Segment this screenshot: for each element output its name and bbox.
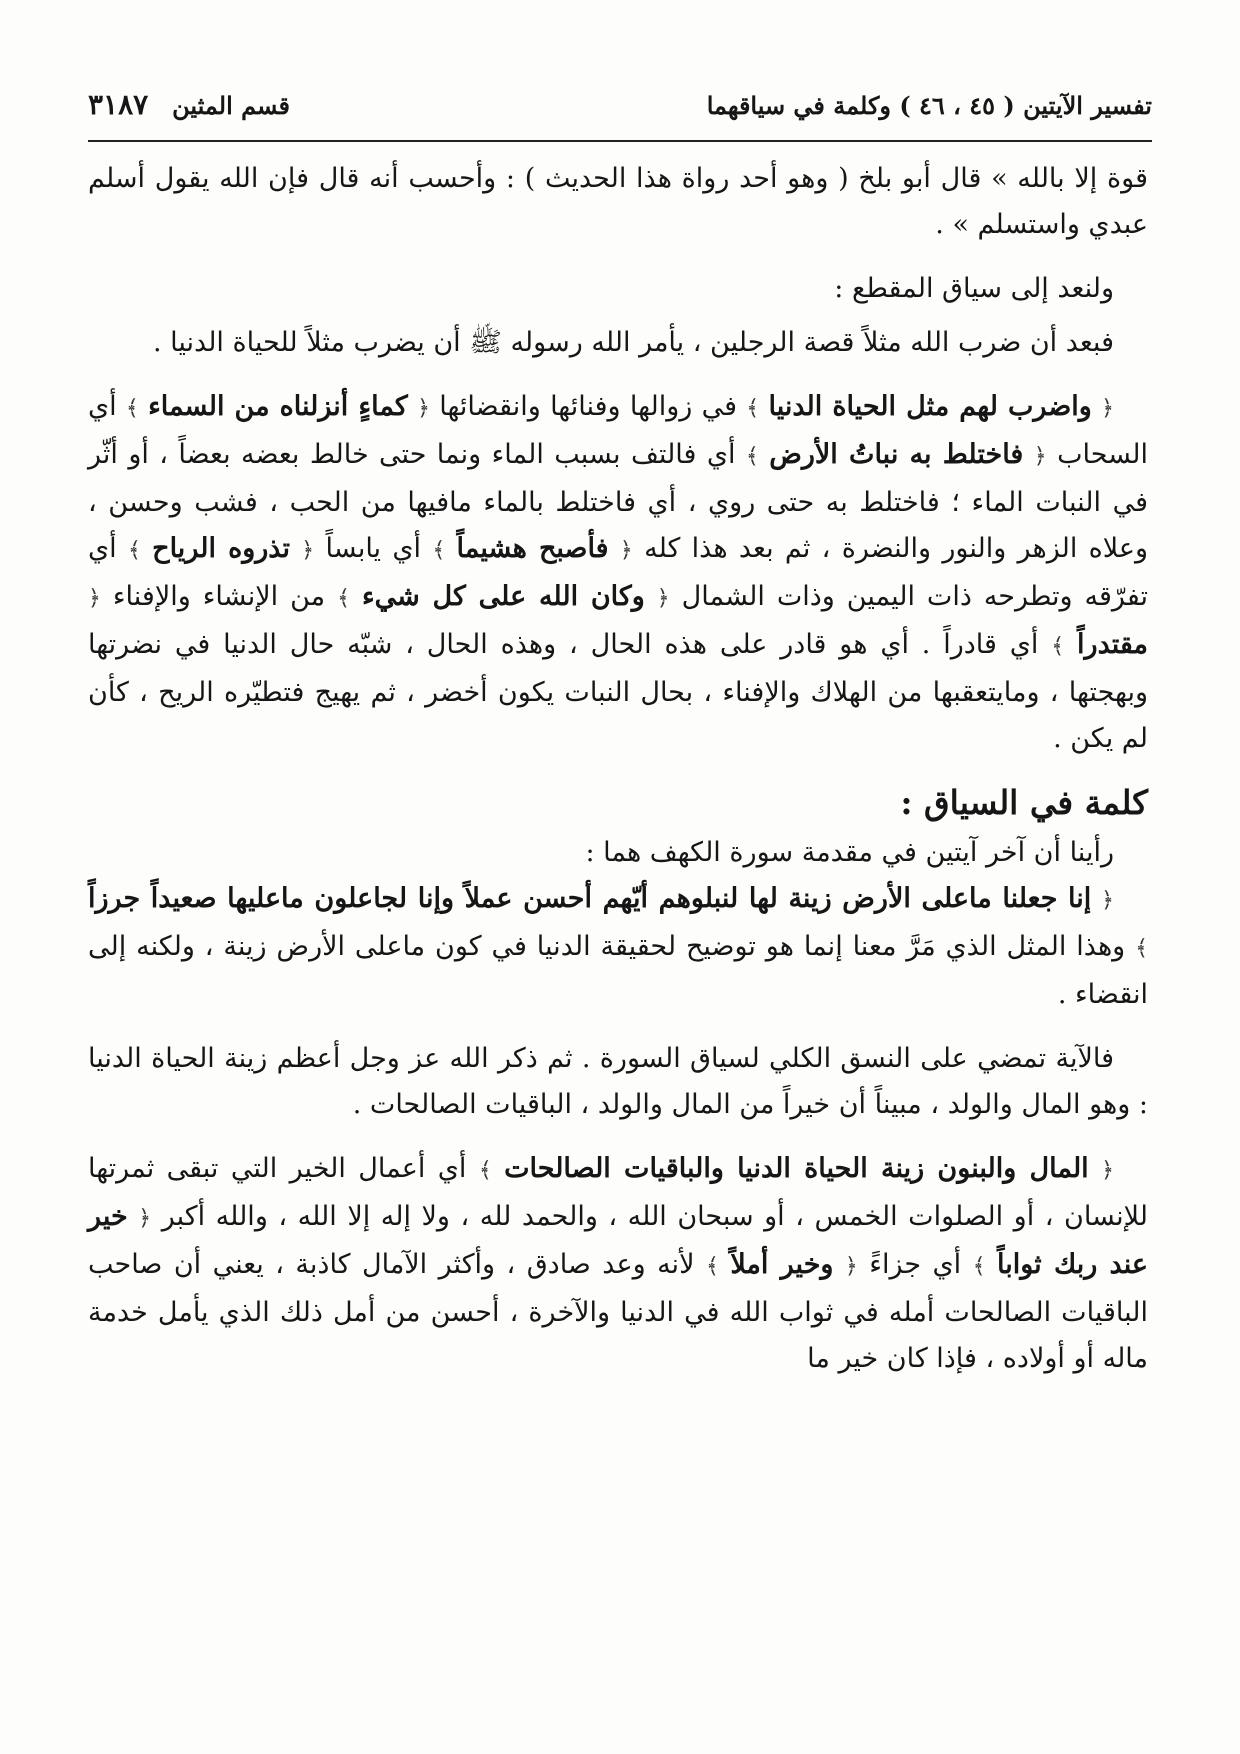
ornate-bracket-open: ﴿ — [138, 1206, 152, 1231]
page-number: ٣١٨٧ — [88, 88, 149, 121]
quran-quote: وكان الله على كل شيء — [361, 581, 645, 612]
ornate-bracket-open: ﴿ — [619, 538, 633, 563]
commentary: في زوالها وفنائها وانقضائها — [439, 391, 738, 422]
quran-quote: إنا جعلنا ماعلى الأرض زينة لها لنبلوهم أيّهم أحسن عملاً وإنا لجاعلون ماعليها صعيداً جرزاً — [88, 883, 1092, 914]
ornate-bracket-close: ﴾ — [1051, 634, 1065, 659]
commentary: أي فالتف بسبب الماء ونما حتى خالط بعضه بعضاً ، أو أثّر في النبات الماء ؛ فاختلط به حتى روي ، أي فاختلط بالماء مافيها من الحب ، فشب وحسن ، وعلاه الزهر والنور والنضرة ، ثم بعد هذا كله — [88, 439, 1149, 564]
ornate-bracket-close: ﴾ — [478, 1158, 492, 1183]
ornate-bracket-close: ﴾ — [1135, 936, 1148, 961]
ornate-bracket-open: ﴿ — [656, 586, 670, 611]
ornate-bracket-close: ﴾ — [972, 1254, 986, 1279]
ornate-bracket-open: ﴿ — [88, 586, 101, 611]
page-header — [88, 88, 1152, 128]
commentary: وهذا المثل الذي مَرَّ معنا إنما هو توضيح لحقيقة الدنيا في كون ماعلى الأرض زينة ، ولكنه إلى انقضاء . — [88, 931, 1148, 1010]
quran-quote: مقتدراً — [1077, 629, 1149, 660]
quran-quote: فاختلط به نباتُ الأرض — [769, 439, 1024, 470]
ornate-bracket-close: ﴾ — [337, 586, 350, 611]
paragraph-text: فبعد أن ضرب الله مثلاً قصة الرجلين ، يأمر الله رسوله ﷺ أن يضرب مثلاً للحياة الدنيا . — [152, 327, 1114, 358]
paragraph-3 — [88, 320, 1148, 366]
paragraph-6 — [88, 876, 1148, 1018]
section-name: قسم المثين — [172, 91, 290, 120]
header-rule — [88, 140, 1152, 142]
commentary: من الإنشاء والإفناء — [112, 581, 326, 612]
ornate-bracket-open: ﴿ — [1101, 1158, 1114, 1183]
paragraph-text: ولنعد إلى سياق المقطع : — [834, 273, 1114, 304]
ornate-bracket-open: ﴿ — [844, 1254, 858, 1279]
paragraph-8 — [88, 1146, 1148, 1382]
ornate-bracket-open: ﴿ — [1101, 396, 1114, 421]
commentary: أي تفرّقه وتطرحه ذات اليمين وذات الشمال — [88, 533, 1149, 612]
paragraph-text: فالآية تمضي على النسق الكلي لسياق السورة . ثم ذكر الله عز وجل أعظم زينة الحياة الدنيا : وهو المال والولد ، مبيناً أن خيراً من المال والولد ، الباقيات الصالحات . — [88, 1043, 1148, 1120]
quran-quote: واضرب لهم مثل الحياة الدنيا — [768, 391, 1092, 422]
ornate-bracket-close: ﴾ — [125, 396, 139, 421]
header-left-group — [88, 88, 290, 121]
commentary: أي يابساً — [325, 533, 422, 564]
quran-quote: كماءٍ أنزلناه من السماء — [148, 391, 408, 422]
paragraph-7 — [88, 1036, 1148, 1128]
ornate-bracket-open: ﴿ — [417, 396, 430, 421]
ornate-bracket-close: ﴾ — [127, 538, 141, 563]
paragraph-2 — [88, 266, 1148, 312]
page-body — [88, 156, 1148, 1382]
quran-quote: وخير أملاً — [730, 1249, 834, 1280]
paragraph-5 — [88, 830, 1148, 876]
commentary: أي أعمال الخير التي تبقى ثمرتها للإنسان ، أو الصلوات الخمس ، أو سبحان الله ، والحمد لله ، ولا إله إلا الله ، والله أكبر — [88, 1153, 1148, 1232]
ornate-bracket-open: ﴿ — [1033, 444, 1047, 469]
commentary: لأنه وعد صادق ، وأكثر الآمال كاذبة ، يعني أن صاحب الباقيات الصالحات أمله في ثواب الله في الدنيا والآخرة ، أحسن من أمل ذلك الذي يأمل خدمة ماله أو أولاده ، فإذا كان خير ما — [88, 1249, 1148, 1374]
commentary: أي السحاب — [88, 391, 1148, 470]
paragraph-4 — [88, 384, 1148, 762]
section-heading: كلمة في السياق : — [900, 783, 1148, 822]
ornate-bracket-open: ﴿ — [1101, 888, 1114, 913]
ornate-bracket-close: ﴾ — [705, 1254, 719, 1279]
commentary: أي قادراً . أي هو قادر على هذه الحال ، وهذه الحال ، شبّه حال الدنيا في نضرتها وبهجتها ، ومايتعقبها من الهلاك والإفناء ، بحال النبات يكون أخضر ، ثم يهيج فتطيّره الريح ، كأن لم يكن . — [88, 629, 1148, 754]
running-title: تفسير الآيتين ( ٤٥ ، ٤٦ ) وكلمة في سياقهما — [706, 91, 1152, 120]
paragraph-text: قوة إلا بالله » قال أبو بلخ ( وهو أحد رواة هذا الحديث ) : وأحسب أنه قال فإن الله يقول أسلم عبدي واستسلم » . — [88, 163, 1148, 240]
paragraph-1 — [88, 156, 1148, 248]
quran-quote: فأصبح هشيماً — [456, 533, 609, 564]
ornate-bracket-close: ﴾ — [432, 538, 446, 563]
paragraph-text: رأينا أن آخر آيتين في مقدمة سورة الكهف هما : — [585, 837, 1114, 868]
ornate-bracket-close: ﴾ — [745, 444, 759, 469]
commentary: أي جزاءً — [869, 1249, 962, 1280]
quran-quote: خير عند ربك ثواباً — [88, 1201, 1148, 1280]
ornate-bracket-open: ﴿ — [301, 538, 315, 563]
quran-quote: المال والبنون زينة الحياة الدنيا والباقيات الصالحات — [504, 1153, 1089, 1184]
ornate-bracket-close: ﴾ — [746, 396, 760, 421]
quran-quote: تذروه الرياح — [152, 533, 290, 564]
